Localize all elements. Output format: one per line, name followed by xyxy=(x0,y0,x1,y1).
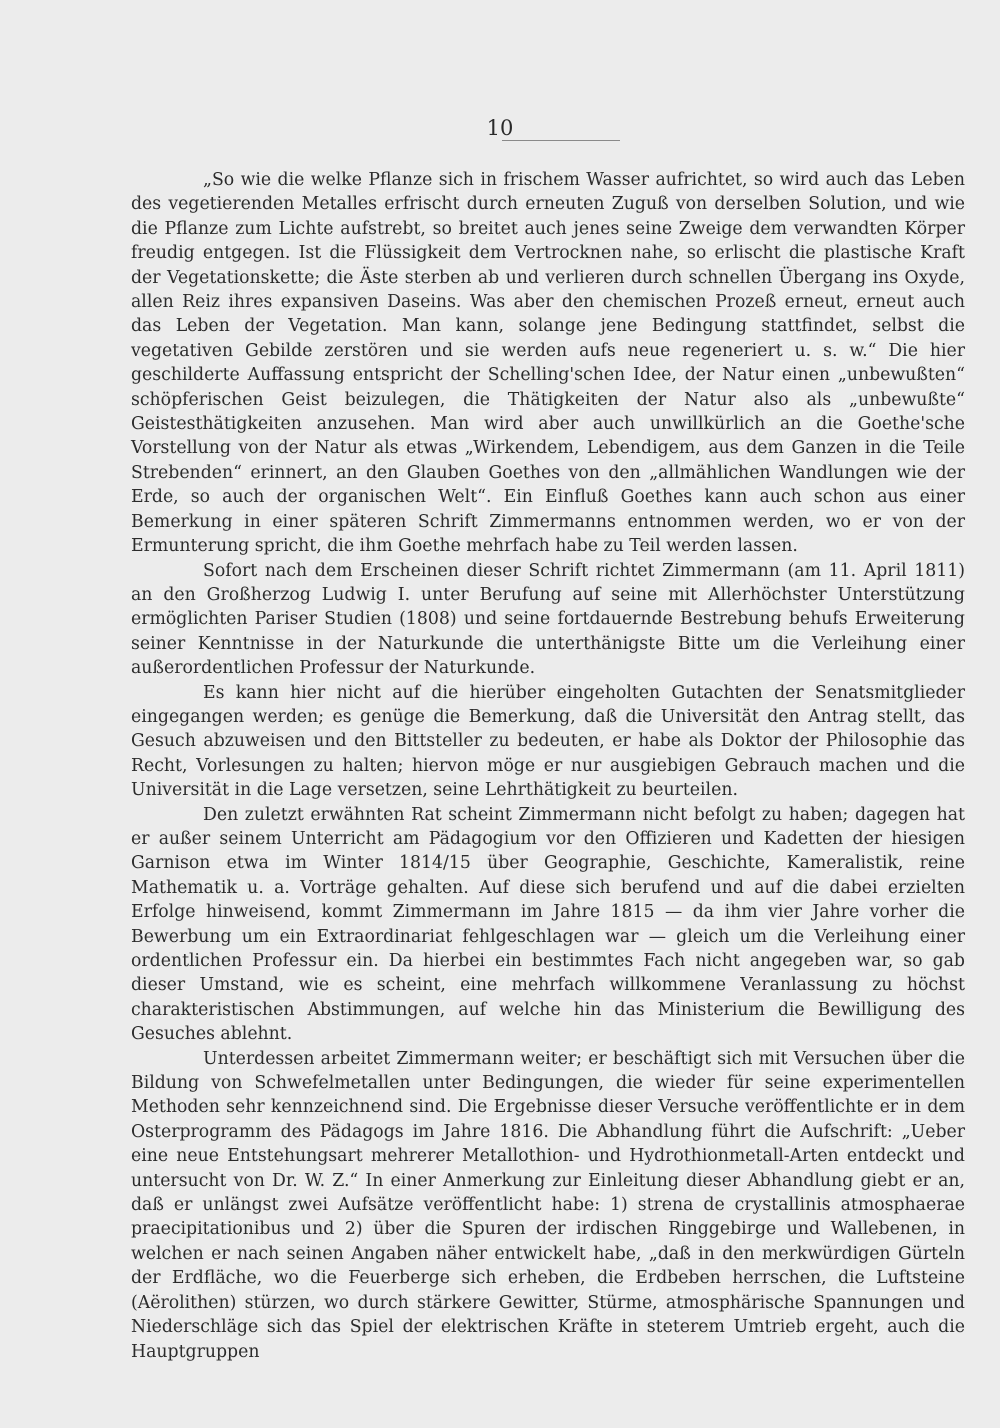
paragraph-application: Sofort nach dem Erscheinen dieser Schrift richtet Zimmermann (am 11. April 1811) an den Großherzog Ludwig I. unter Berufung auf seine mit Allerhöchster Unterstützung ermöglichten Pariser Studien (1808) und seine fortdauernde Bestrebung behufs Erweiterung seiner Kenntnisse in der Naturkunde die unterthänigste Bitte um die Verleihung einer außerordentlichen Professur der Naturkunde. xyxy=(131,560,965,679)
body-text xyxy=(131,168,965,1364)
paragraph-senate: Es kann hier nicht auf die hierüber eingeholten Gutachten der Senatsmitglieder eingegangen werden; es genüge die Bemerkung, daß die Universität den Antrag stellt, das Gesuch abzuweisen und den Bittsteller zu bedeuten, er habe als Doktor der Philosophie das Recht, Vorlesungen zu halten; hiervon möge er nur ausgiebigen Gebrauch machen und die Universität in die Lage versetzen, seine Lehrthätigkeit zu beurteilen. xyxy=(131,682,965,801)
page-number: 10 xyxy=(486,116,514,140)
page-number-rule xyxy=(502,140,620,141)
paragraph-quote: „So wie die welke Pflanze sich in frischem Wasser aufrichtet, so wird auch das Leben des vegetierenden Metalles erfrischt durch erneuten Zuguß von derselben Solution, und wie die Pflanze zum Lichte aufstrebt, so breitet auch jenes seine Zweige dem verwandten Körper freudig entgegen. Ist die Flüssigkeit dem Vertrocknen nahe, so erlischt die plastische Kraft der Vegetationskette; die Äste sterben ab und verlieren durch schnellen Übergang ins Oxyde, allen Reiz ihres expansiven Daseins. Was aber den chemischen Prozeß erneut, erneut auch das Leben der Vegetation. Man kann, solange jene Bedingung stattfindet, selbst die vegetativen Gebilde zerstören und sie werden aufs neue regeneriert u. s. w.“ Die hier geschilderte Auffassung entspricht der Schelling'schen Idee, der Natur einen „unbewußten“ schöpferischen Geist beizulegen, die Thätigkeiten der Natur also als „unbewußte“ Geistesthätigkeiten anzusehen. Man wird aber auch unwillkürlich an die Goethe'sche Vorstellung von der Natur als etwas „Wirkendem, Lebendigem, aus dem Ganzen in die Teile Strebenden“ erinnert, an den Glauben Goethes von den „allmählichen Wandlungen wie der Erde, so auch der organischen Welt“. Ein Einfluß Goethes kann auch schon aus einer Bemerkung in einer späteren Schrift Zimmermanns entnommen werden, wo er von der Ermunterung spricht, die ihm Goethe mehrfach habe zu Teil werden lassen. xyxy=(131,170,965,557)
paragraph-lectures: Den zuletzt erwähnten Rat scheint Zimmermann nicht befolgt zu haben; dagegen hat er außer seinem Unterricht am Pädagogium vor den Offizieren und Kadetten der hiesigen Garnison etwa im Winter 1814/15 über Geographie, Geschichte, Kameralistik, reine Mathematik u. a. Vorträge gehalten. Auf diese sich berufend und auf die dabei erzielten Erfolge hinweisend, kommt Zimmermann im Jahre 1815 — da ihm vier Jahre vorher die Bewerbung um ein Extraordinariat fehlgeschlagen war — gleich um die Verleihung einer ordentlichen Professur ein. Da hierbei ein bestimmtes Fach nicht angegeben war, so gab dieser Umstand, wie es scheint, eine mehrfach willkommene Veranlassung zu höchst charakteristischen Abstimmungen, auf welche hin das Ministerium die Bewilligung des Gesuches ablehnt. xyxy=(131,804,965,1045)
paragraph-experiments: Unterdessen arbeitet Zimmermann weiter; er beschäftigt sich mit Versuchen über die Bildung von Schwefelmetallen unter Bedingungen, die wieder für seine experimentellen Methoden sehr kennzeichnend sind. Die Ergebnisse dieser Versuche veröffentlichte er in dem Osterprogramm des Pädagogs im Jahre 1816. Die Abhandlung führt die Aufschrift: „Ueber eine neue Entstehungsart mehrerer Metallothion- und Hydrothionmetall-Arten entdeckt und untersucht von Dr. W. Z.“ In einer Anmerkung zur Einleitung dieser Abhandlung giebt er an, daß er unlängst zwei Aufsätze veröffentlicht habe: 1) strena de crystallinis atmosphaerae praecipitationibus und 2) über die Spuren der irdischen Ringgebirge und Wallebenen, in welchen er nach seinen Angaben näher entwickelt habe, „daß in den merkwürdigen Gürteln der Erdfläche, wo die Feuerberge sich erheben, die Erdbeben herrschen, die Luftsteine (Aërolithen) stürzen, wo durch stärkere Gewitter, Stürme, atmosphärische Spannungen und Niederschläge sich das Spiel der elektrischen Kräfte in steterem Umtrieb ergeht, auch die Hauptgruppen xyxy=(131,1048,965,1362)
